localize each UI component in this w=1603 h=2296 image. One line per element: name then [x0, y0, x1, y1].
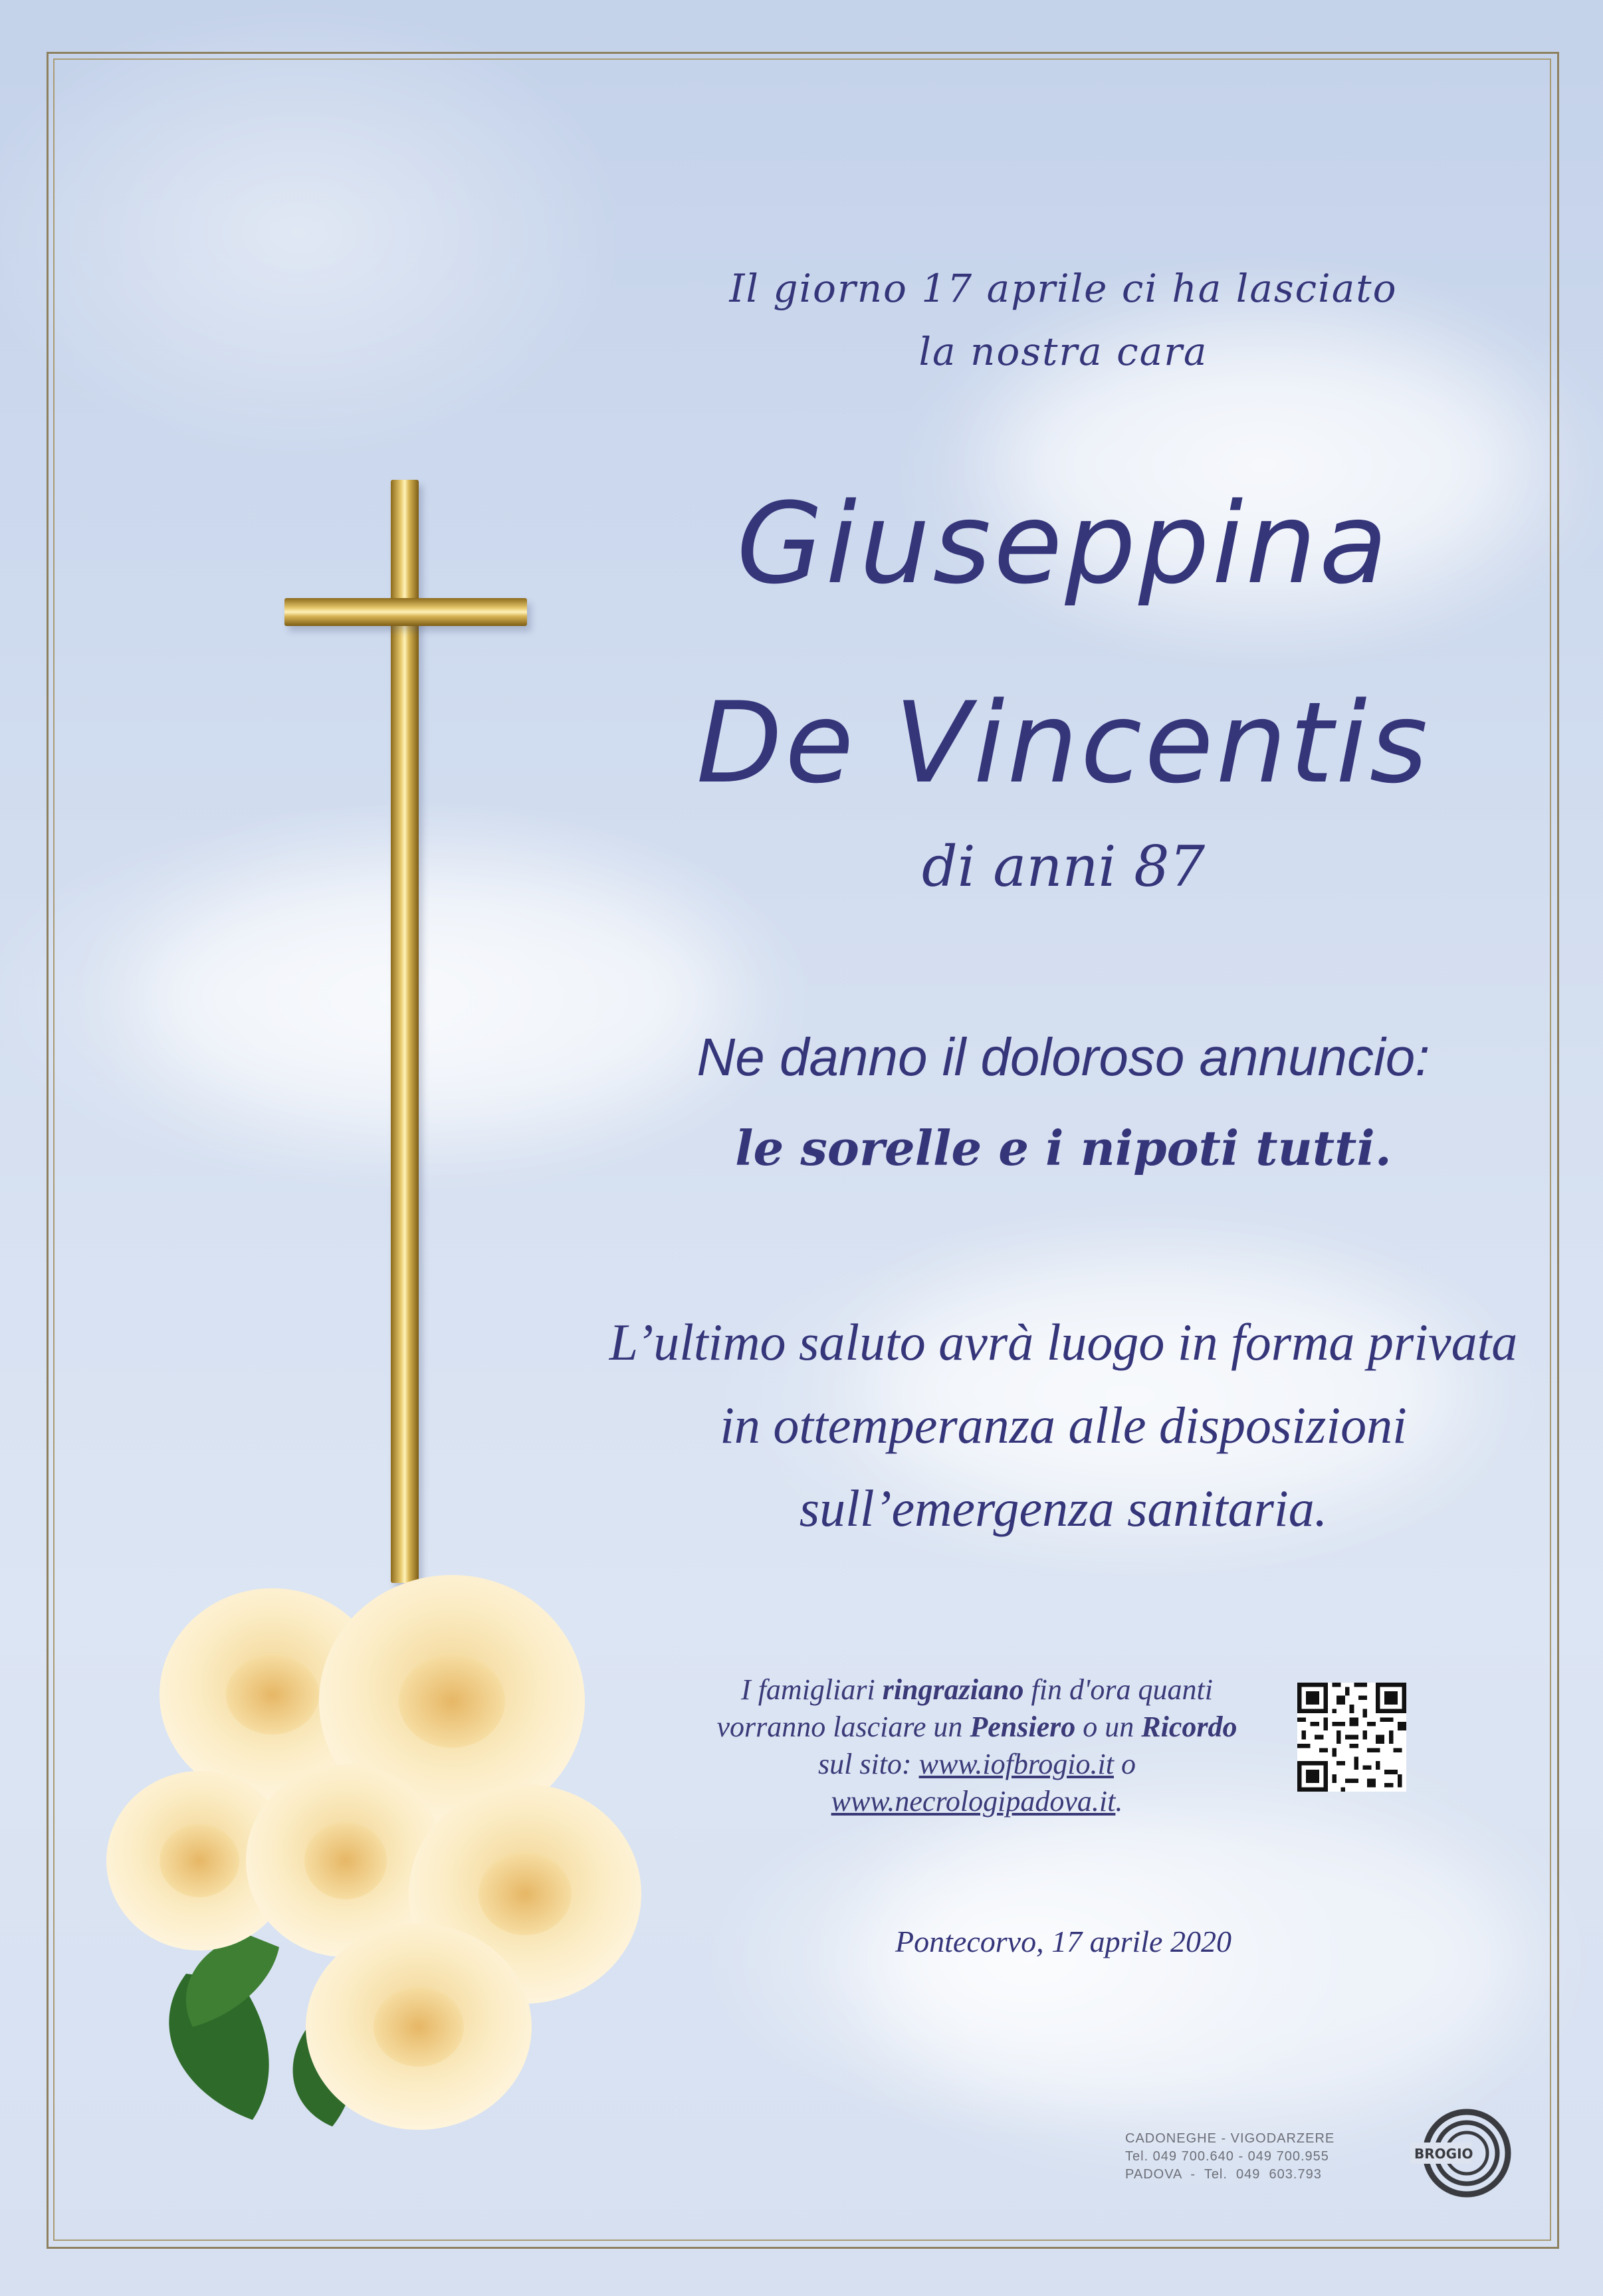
announcement-line-1: Ne danno il doloroso annuncio:: [696, 1027, 1430, 1087]
thanks-text: .: [1115, 1785, 1123, 1818]
cross-icon-vertical-beam: [391, 480, 419, 1583]
thanks-message: [678, 1671, 1276, 1820]
thanks-emphasis: Pensiero: [970, 1711, 1076, 1743]
funeral-line-2: in ottemperanza alle disposizioni: [720, 1396, 1407, 1454]
qr-code-icon[interactable]: [1297, 1683, 1406, 1792]
cross-icon-horizontal-beam: [284, 598, 527, 626]
funeral-line-3: sull’emergenza sanitaria.: [799, 1479, 1328, 1537]
intro-line-1: Il giorno 17 aprile ci ha lasciato: [729, 266, 1398, 311]
roses-icon: [106, 1548, 744, 2146]
funeral-home-contacts: [1125, 2130, 1335, 2184]
brogio-logo-icon: [1404, 2100, 1523, 2206]
thanks-text: I famigliari: [741, 1673, 883, 1706]
thanks-text: fin d'ora quanti: [1023, 1673, 1213, 1706]
thanks-emphasis: ringraziano: [882, 1673, 1024, 1706]
deceased-last-name: De Vincentis: [696, 678, 1431, 808]
intro-line-2: la nostra cara: [918, 329, 1208, 374]
thanks-text: sul sito:: [818, 1748, 919, 1780]
company-phone-line: Tel. 049 700.640 - 049 700.955: [1125, 2149, 1329, 2164]
announcement-line-2: le sorelle e i nipoti tutti.: [735, 1120, 1392, 1176]
deceased-first-name: Giuseppina: [736, 478, 1390, 609]
svg-text:BROGIO: BROGIO: [1414, 2146, 1473, 2162]
thanks-emphasis: Ricordo: [1141, 1711, 1237, 1743]
thanks-text: o: [1113, 1748, 1136, 1780]
thanks-text: o un: [1075, 1711, 1142, 1743]
thanks-text: vorranno lasciare un: [716, 1711, 970, 1743]
company-phone-line: PADOVA - Tel. 049 603.793: [1125, 2167, 1322, 2182]
place-and-date: Pontecorvo, 17 aprile 2020: [895, 1925, 1231, 1958]
necrologipadova-link[interactable]: www.necrologipadova.it: [831, 1785, 1116, 1818]
company-address-line: CADONEGHE - VIGODARZERE: [1125, 2131, 1335, 2146]
funeral-line-1: L’ultimo saluto avrà luogo in forma privata: [609, 1313, 1518, 1371]
iofbrogio-link[interactable]: www.iofbrogio.it: [918, 1748, 1114, 1780]
deceased-age: di anni 87: [921, 834, 1206, 899]
